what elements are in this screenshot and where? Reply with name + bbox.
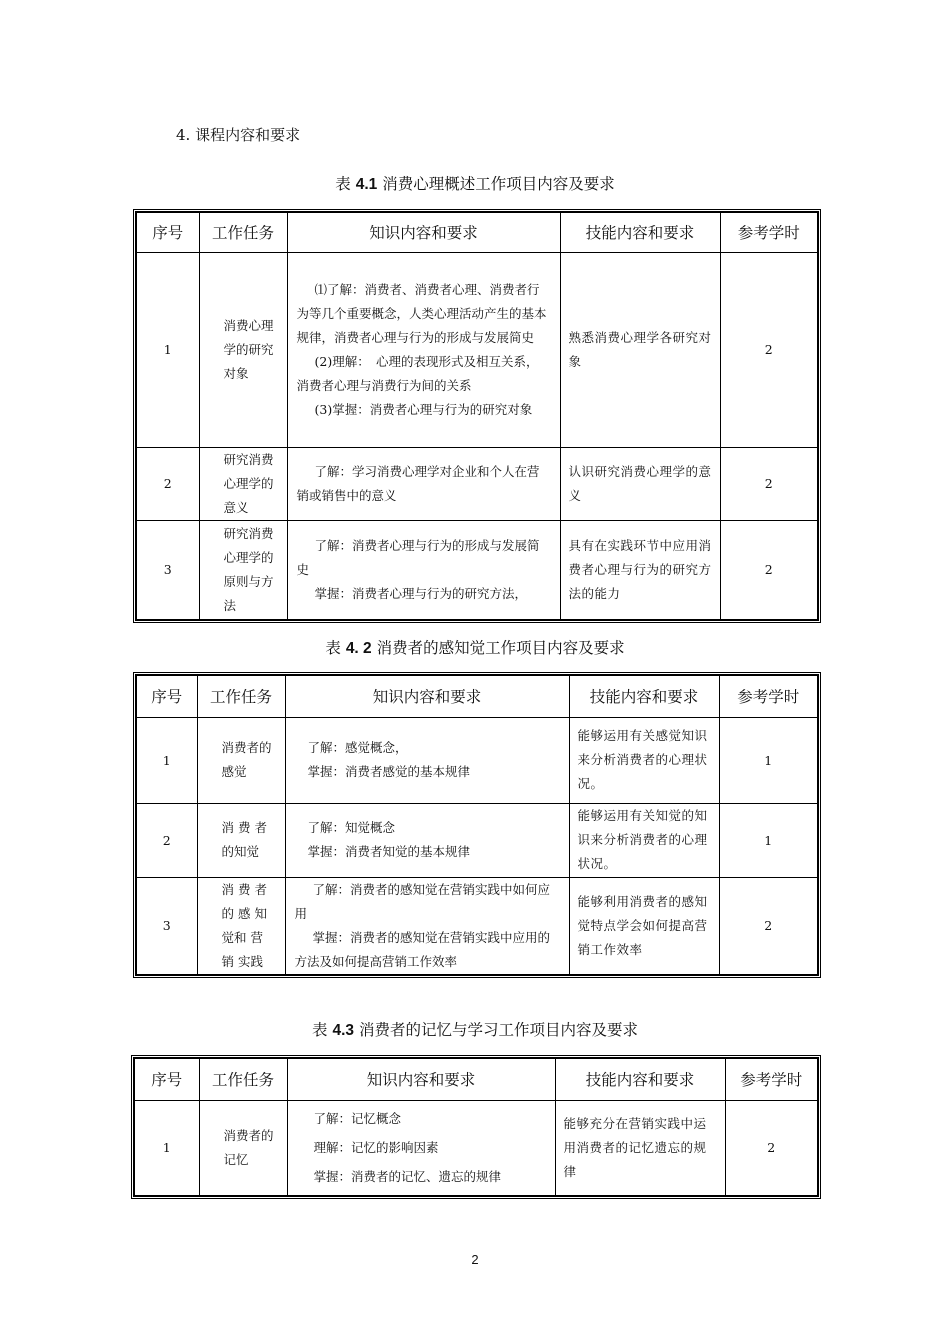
header-task: 工作任务 (197, 675, 285, 717)
row-number: 3 (136, 877, 197, 975)
row-number: 1 (134, 1100, 199, 1196)
task-cell: 消费心理学的研究对象 (199, 252, 287, 447)
header-skill: 技能内容和要求 (569, 675, 719, 717)
header-task: 工作任务 (199, 212, 287, 252)
table-caption: 表 4.1 消费心理概述工作项目内容及要求 (335, 175, 615, 193)
task-cell: 消 费 者的知觉 (197, 803, 285, 877)
table-4-1 (135, 211, 819, 621)
hours-cell: 2 (720, 520, 818, 620)
knowledge-line: 了解：知觉概念 (307, 820, 396, 835)
skill-cell: 能够充分在营销实践中运用消费者的记忆遗忘的规律 (555, 1100, 725, 1196)
row-number: 2 (136, 803, 197, 877)
knowledge-cell (285, 877, 569, 975)
header-skill: 技能内容和要求 (555, 1058, 725, 1100)
header-hours: 参考学时 (719, 675, 818, 717)
section-heading: 4. 课程内容和要求 (176, 126, 301, 144)
header-knowledge: 知识内容和要求 (285, 675, 569, 717)
page-number: 2 (471, 1252, 479, 1267)
row-number: 1 (136, 252, 199, 447)
knowledge-line: 了解：消费者心理与行为的形成与发展简史 (296, 537, 540, 577)
knowledge-cell (285, 717, 569, 803)
table-header-row (136, 212, 818, 252)
skill-cell: 能够利用消费者的感知觉特点学会如何提高营销工作效率 (569, 877, 719, 975)
knowledge-cell (287, 252, 560, 447)
table-row (136, 252, 818, 447)
knowledge-cell (287, 520, 560, 620)
skill-cell: 具有在实践环节中应用消费者心理与行为的研究方法的能力 (560, 520, 720, 620)
knowledge-line: 了解：感觉概念， (307, 740, 408, 755)
table-row (136, 447, 818, 520)
table-row (136, 717, 818, 803)
row-number: 3 (136, 520, 199, 620)
table-row (136, 877, 818, 975)
knowledge-line: 理解：记忆的影响因素 (313, 1140, 439, 1156)
knowledge-line: 了解：消费者的感知觉在营销实践中如何应用 (294, 881, 551, 921)
hours-cell: 2 (720, 252, 818, 447)
skill-cell: 熟悉消费心理学各研究对象 (560, 252, 720, 447)
table-row (136, 520, 818, 620)
header-no: 序号 (136, 212, 199, 252)
knowledge-line: (3)掌握：消费者心理与行为的研究对象 (314, 401, 533, 417)
header-task: 工作任务 (199, 1058, 287, 1100)
table-header-row (136, 675, 818, 717)
hours-cell: 1 (719, 717, 818, 803)
task-cell: 消 费 者的 感 知 觉和 营 销 实践 (197, 877, 285, 975)
table-header-row (134, 1058, 818, 1100)
knowledge-line: (2)理解： 心理的表现形式及相互关系，消费者心理与消费行为间的关系 (296, 353, 539, 393)
skill-cell: 能够运用有关知觉的知识来分析消费者的心理状况。 (569, 803, 719, 877)
hours-cell: 1 (719, 803, 818, 877)
knowledge-cell (285, 803, 569, 877)
table-caption: 表 4.3 消费者的记忆与学习工作项目内容及要求 (312, 1021, 638, 1039)
knowledge-line: 掌握：消费者的感知觉在营销实践中应用的方法及如何提高营销工作效率 (294, 929, 551, 969)
row-number: 1 (136, 717, 197, 803)
header-hours: 参考学时 (720, 212, 818, 252)
header-no: 序号 (136, 675, 197, 717)
knowledge-cell (287, 1100, 555, 1196)
hours-cell: 2 (725, 1100, 818, 1196)
header-hours: 参考学时 (725, 1058, 818, 1100)
table-4-3 (133, 1057, 819, 1197)
task-cell: 研究消费心理学的意义 (199, 447, 287, 520)
knowledge-line: 掌握：消费者感觉的基本规律 (307, 764, 471, 779)
skill-cell: 认识研究消费心理学的意义 (560, 447, 720, 520)
hours-cell: 2 (719, 877, 818, 975)
hours-cell: 2 (720, 447, 818, 520)
knowledge-line: 掌握：消费者知觉的基本规律 (307, 844, 471, 859)
knowledge-cell (287, 447, 560, 520)
table-4-2 (135, 674, 819, 976)
table-row (136, 803, 818, 877)
task-cell: 消费者的记忆 (199, 1100, 287, 1196)
header-knowledge: 知识内容和要求 (287, 1058, 555, 1100)
skill-cell: 能够运用有关感觉知识来分析消费者的心理状况。 (569, 717, 719, 803)
knowledge-line: ⑴了解：消费者、消费者心理、消费者行为等几个重要概念，人类心理活动产生的基本规律，消费者心理与行为的形成与发展简史 (296, 281, 547, 345)
row-number: 2 (136, 447, 199, 520)
knowledge-line: 掌握：消费者的记忆、遗忘的规律 (313, 1169, 502, 1185)
header-skill: 技能内容和要求 (560, 212, 720, 252)
knowledge-line: 了解：学习消费心理学对企业和个人在营销或销售中的意义 (296, 463, 540, 503)
table-caption: 表 4. 2 消费者的感知觉工作项目内容及要求 (325, 639, 625, 657)
header-no: 序号 (134, 1058, 199, 1100)
table-row (134, 1100, 818, 1196)
knowledge-line: 掌握：消费者心理与行为的研究方法， (314, 585, 528, 601)
task-cell: 研究消费心理学的原则与方法 (199, 520, 287, 620)
knowledge-line: 了解：记忆概念 (313, 1111, 402, 1127)
task-cell: 消费者的感觉 (197, 717, 285, 803)
header-knowledge: 知识内容和要求 (287, 212, 560, 252)
